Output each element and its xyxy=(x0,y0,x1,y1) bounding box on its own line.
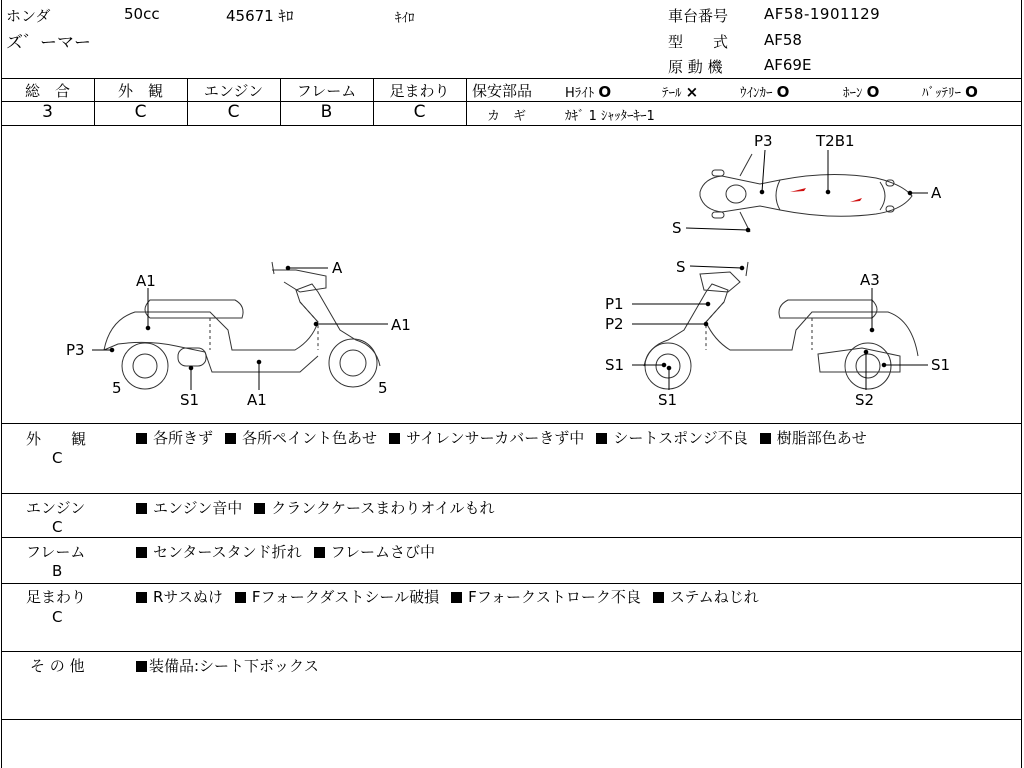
grade-overall-label: 総 合 xyxy=(24,82,70,100)
label-top-s: S xyxy=(672,219,682,237)
mileage-unit: ｷｲﾛ xyxy=(395,11,415,26)
grade-engine: C xyxy=(227,102,240,122)
grade-suspension: C xyxy=(413,102,426,122)
label-right-a3: A3 xyxy=(860,271,880,289)
remarks-div-5 xyxy=(1,719,1022,720)
remark-engine-label: エンジン xyxy=(26,499,86,517)
damage-diagram xyxy=(0,126,1022,423)
engine-label: 原 動 機 xyxy=(668,58,723,76)
horn-mark: O xyxy=(866,83,880,101)
label-right-p2: P2 xyxy=(605,315,624,333)
label-right-s1-rear: S1 xyxy=(931,356,951,374)
maker: ホンダ xyxy=(6,7,51,25)
type-value: AF58 xyxy=(764,31,802,49)
model-name: ズ゛ーマー xyxy=(6,33,91,53)
mileage: 45671 ｷﾛ xyxy=(226,7,294,25)
label-left-p3: P3 xyxy=(66,341,85,359)
winker-mark: O xyxy=(776,83,790,101)
remark-frame-grade: B xyxy=(52,562,63,580)
engine-value: AF69E xyxy=(764,56,812,74)
grade-suspension-label: 足まわり xyxy=(389,82,450,100)
label-left-a1-floor: A1 xyxy=(247,391,267,409)
label-right-s1-bottom: S1 xyxy=(658,391,678,409)
label-left-a1-seat: A1 xyxy=(136,272,156,290)
label-top-p3: P3 xyxy=(754,132,773,150)
tail-mark: × xyxy=(685,83,699,101)
label-left-a: A xyxy=(332,259,343,277)
grade-div-5 xyxy=(466,78,467,125)
displacement: 50cc xyxy=(124,5,160,23)
safety-label: 保安部品 xyxy=(472,82,533,100)
scooter-top-view xyxy=(700,154,912,232)
key-value: ｶｷﾞ 1 ｼｬｯﾀｰｷｰ1 xyxy=(565,109,655,124)
label-left-s1: S1 xyxy=(180,391,200,409)
grade-table-top xyxy=(1,78,1022,79)
frame-no: AF58-1901129 xyxy=(764,5,881,23)
grade-overall: 3 xyxy=(42,102,53,122)
remark-other-label: そ の 他 xyxy=(30,657,85,675)
label-right-s1-wheel: S1 xyxy=(605,356,625,374)
label-top-t2b1: T2B1 xyxy=(816,132,855,150)
headlight-mark: O xyxy=(598,83,612,101)
remark-frame-items: センタースタンド折れ フレームさび中 xyxy=(136,541,435,562)
diagram-bottom xyxy=(1,423,1022,424)
battery-mark: O xyxy=(965,83,978,101)
grade-exterior: C xyxy=(134,102,147,122)
remark-exterior-label: 外 観 xyxy=(26,430,87,448)
label-left-5-front: 5 xyxy=(378,379,388,397)
grade-exterior-label: 外 観 xyxy=(117,82,163,100)
remarks-div-4 xyxy=(1,651,1022,652)
type-label: 型 式 xyxy=(668,33,729,51)
remarks-div-3 xyxy=(1,583,1022,584)
diagram-labels xyxy=(66,132,950,409)
remark-suspension-label: 足まわり xyxy=(26,588,87,606)
safety-battery: ﾊﾞｯﾃﾘｰ O xyxy=(922,83,978,101)
label-top-a: A xyxy=(931,184,942,202)
frame-no-label: 車台番号 xyxy=(668,7,729,25)
label-right-p1: P1 xyxy=(605,295,624,313)
safety-headlight: Hﾗｲﾄ O xyxy=(565,83,612,101)
label-left-a1-front: A1 xyxy=(391,316,411,334)
remark-exterior-grade: C xyxy=(52,449,63,467)
label-right-s: S xyxy=(676,258,686,276)
remark-suspension-items: Rサスぬけ Fフォークダストシール破損 Fフォークストローク不良 ステムねじれ xyxy=(136,586,759,607)
label-left-5-rear: 5 xyxy=(112,379,122,397)
grade-engine-label: エンジン xyxy=(203,82,264,100)
remark-engine-grade: C xyxy=(52,518,63,536)
safety-tail: ﾃｰﾙ × xyxy=(662,83,699,101)
remarks-div-1 xyxy=(1,493,1022,494)
grade-frame: B xyxy=(320,102,333,122)
damage-marks xyxy=(790,188,862,202)
grade-frame-label: フレーム xyxy=(296,82,357,100)
safety-winker: ｳｲﾝｶｰ O xyxy=(740,83,790,101)
safety-horn: ﾎｰﾝ O xyxy=(843,83,880,101)
remark-other-items: 装備品:シート下ボックス xyxy=(136,655,319,676)
remark-engine-items: エンジン音中 クランクケースまわりオイルもれ xyxy=(136,497,494,518)
remark-frame-label: フレーム xyxy=(26,543,86,561)
label-right-s2: S2 xyxy=(855,391,875,409)
key-label: カ ギ xyxy=(487,109,527,124)
remark-exterior-items: 各所きず 各所ペイント色あせ サイレンサーカバーきず中 シートスポンジ不良 樹脂部色あせ xyxy=(136,428,1016,449)
remarks-div-2 xyxy=(1,537,1022,538)
remark-suspension-grade: C xyxy=(52,608,63,626)
